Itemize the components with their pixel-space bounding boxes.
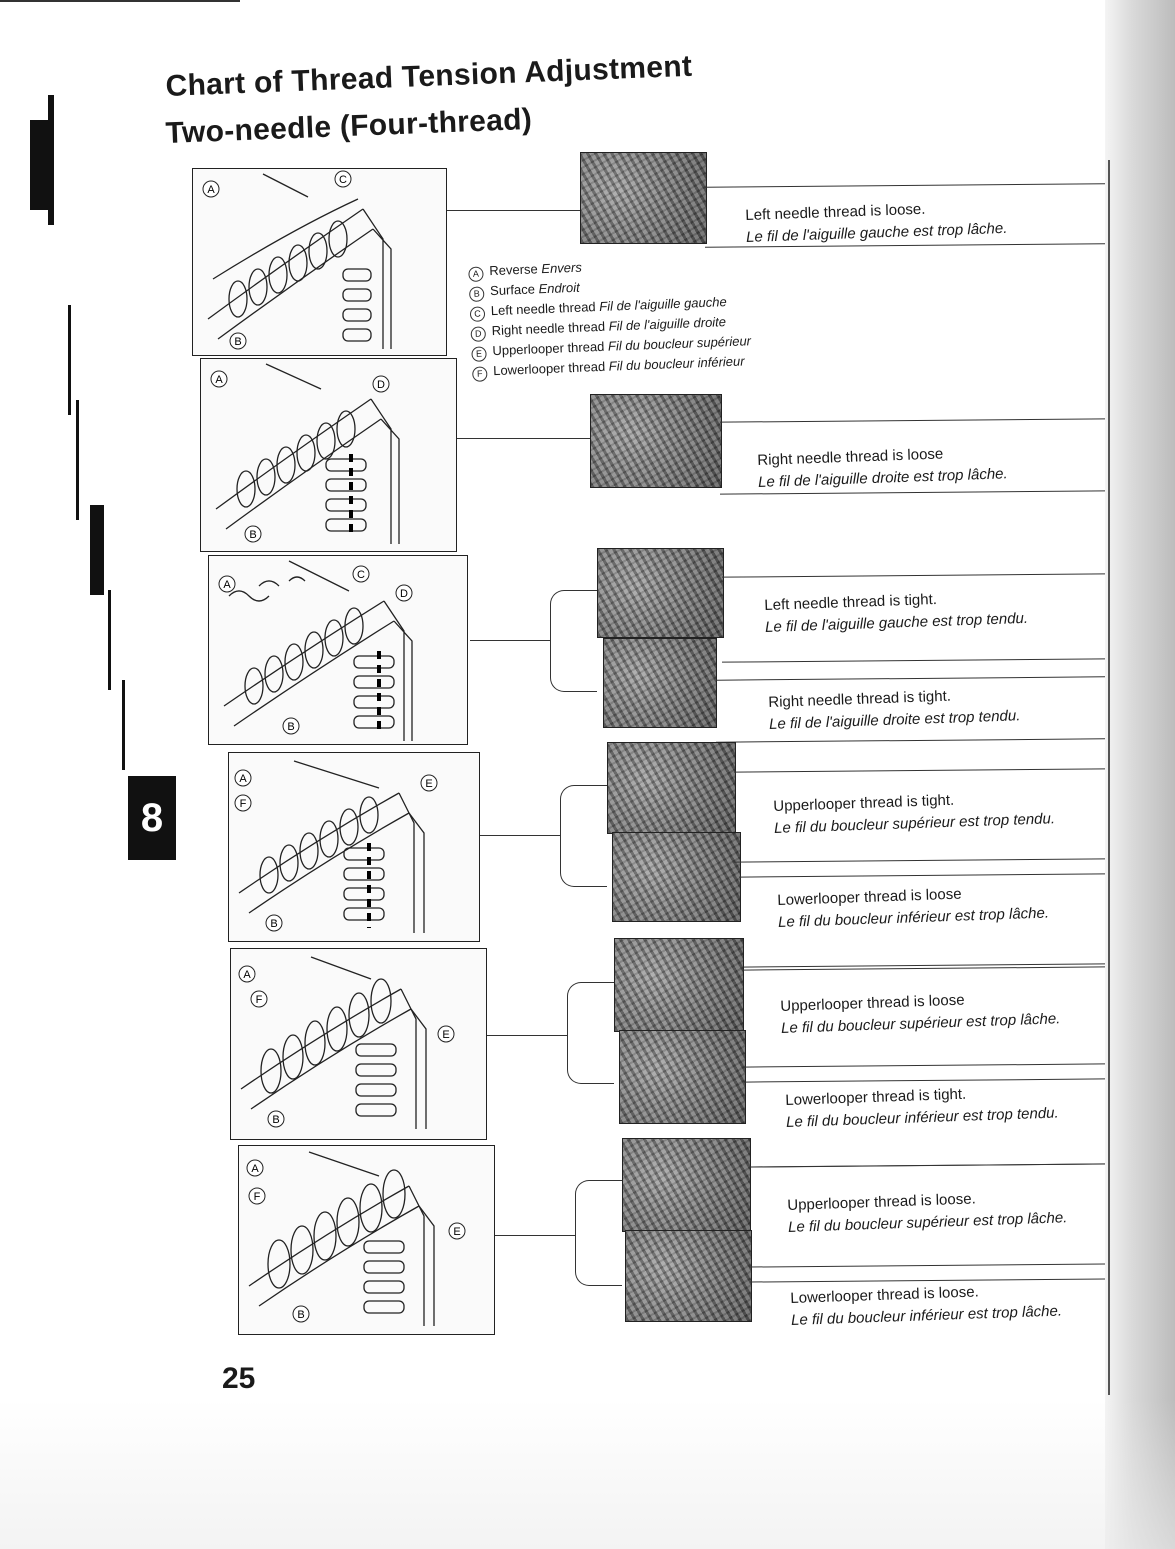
svg-text:E: E	[442, 1029, 450, 1041]
svg-text:A: A	[207, 184, 215, 196]
stitch-photo	[603, 638, 717, 728]
connector-line	[720, 418, 1105, 422]
stitch-diagram	[208, 555, 468, 745]
binding-bar	[90, 505, 104, 595]
legend-item: E Upperlooper thread Fil du boucleur supérieur	[471, 331, 751, 362]
svg-text:F: F	[255, 994, 263, 1006]
tension-caption: Upperlooper thread is loose Le fil du boucleur supérieur est trop lâche.	[780, 991, 1061, 1037]
binding-bar	[76, 400, 79, 520]
bracket	[550, 590, 597, 692]
connector-line	[705, 183, 1105, 187]
stitch-illustration	[193, 169, 446, 355]
stitch-diagram	[238, 1145, 495, 1335]
tension-caption: Lowerlooper thread is loose Le fil du boucleur inférieur est trop lâche.	[777, 885, 1050, 931]
connector-line	[716, 738, 1105, 742]
svg-text:B: B	[234, 336, 242, 348]
legend-item: C Left needle thread Fil de l'aiguille gauche	[470, 291, 750, 322]
stitch-photo	[614, 938, 744, 1032]
connector-line	[722, 658, 1105, 662]
connector-line	[716, 676, 1105, 680]
svg-text:A: A	[215, 374, 223, 386]
legend-item: F Lowerlooper thread Fil du boucleur inférieur	[472, 351, 752, 382]
svg-text:A: A	[223, 579, 231, 591]
connector-line	[749, 1163, 1105, 1167]
svg-text:A: A	[239, 773, 247, 785]
connector-line	[457, 438, 590, 439]
tension-caption: Lowerlooper thread is tight. Le fil du boucleur inférieur est trop tendu.	[785, 1085, 1059, 1131]
tension-caption: Right needle thread is loose Le fil de l'aiguille droite est trop lâche.	[757, 445, 1008, 491]
legend-mark: F	[472, 366, 488, 382]
tension-caption: Left needle thread is tight. Le fil de l'aiguille gauche est trop tendu.	[764, 590, 1029, 636]
stitch-photo	[625, 1230, 752, 1322]
bracket	[560, 785, 607, 887]
stitch-photo	[607, 742, 736, 834]
svg-text:F: F	[253, 1191, 261, 1203]
top-rule	[0, 0, 240, 2]
page-title: Chart of Thread Tension Adjustment	[165, 49, 693, 103]
svg-text:C: C	[339, 174, 347, 186]
svg-text:D: D	[400, 588, 408, 600]
connector-line	[495, 1235, 575, 1236]
binding-bar	[122, 680, 125, 770]
stitch-illustration	[229, 753, 479, 941]
svg-text:B: B	[297, 1309, 305, 1321]
binding-bar	[108, 590, 111, 690]
stitch-photo	[619, 1030, 746, 1124]
svg-text:E: E	[453, 1226, 461, 1238]
legend-mark: B	[469, 286, 485, 302]
stitch-photo	[612, 832, 741, 922]
stitch-diagram	[228, 752, 480, 942]
connector-line	[734, 768, 1105, 772]
stitch-illustration	[231, 949, 486, 1139]
tension-caption: Right needle thread is tight. Le fil de l'aiguille droite est trop tendu.	[768, 687, 1021, 733]
svg-text:C: C	[357, 569, 365, 581]
stitch-illustration	[239, 1146, 494, 1334]
legend-mark: D	[470, 326, 486, 342]
legend-mark: C	[470, 306, 486, 322]
svg-text:B: B	[287, 721, 295, 733]
svg-text:B: B	[270, 918, 278, 930]
page-number: 25	[222, 1362, 256, 1395]
tension-caption: Lowerlooper thread is loose. Le fil du boucleur inférieur est trop lâche.	[790, 1283, 1063, 1329]
svg-text:D: D	[377, 379, 385, 391]
stitch-diagram	[192, 168, 447, 356]
tension-caption: Upperlooper thread is loose. Le fil du boucleur supérieur est trop lâche.	[787, 1190, 1068, 1236]
scan-edge-shadow	[1105, 0, 1175, 1549]
page-subtitle: Two-needle (Four-thread)	[165, 102, 533, 150]
tension-caption: Upperlooper thread is tight. Le fil du boucleur supérieur est trop tendu.	[773, 791, 1056, 837]
scan-bottom-shadow	[0, 1399, 1175, 1549]
connector-line	[447, 210, 580, 211]
connector-line	[470, 640, 550, 641]
legend-mark: E	[471, 346, 487, 362]
binding-bar	[68, 305, 71, 415]
connector-line	[480, 835, 560, 836]
stitch-illustration	[201, 359, 456, 551]
legend-item: B Surface Endroit	[469, 271, 749, 302]
stitch-diagram	[230, 948, 487, 1140]
svg-text:B: B	[272, 1114, 280, 1126]
legend-mark: A	[468, 266, 484, 282]
stitch-photo	[597, 548, 724, 638]
stitch-photo	[580, 152, 707, 244]
svg-text:A: A	[243, 969, 251, 981]
legend	[468, 251, 752, 382]
connector-line	[739, 873, 1105, 877]
tension-caption: Left needle thread is loose. Le fil de l'aiguille gauche est trop lâche.	[745, 200, 1008, 246]
connector-line	[742, 1063, 1105, 1067]
bracket	[567, 982, 614, 1084]
binding-bar	[30, 120, 50, 210]
stitch-photo	[590, 394, 722, 488]
page-right-edge	[1108, 160, 1110, 1395]
stitch-diagram	[200, 358, 457, 552]
stitch-illustration	[209, 556, 467, 744]
svg-text:E: E	[425, 778, 433, 790]
connector-line	[722, 573, 1105, 577]
legend-item: A Reverse Envers	[468, 251, 748, 282]
connector-line	[487, 1035, 567, 1036]
connector-line	[749, 1263, 1105, 1267]
svg-text:B: B	[249, 529, 257, 541]
svg-text:F: F	[239, 798, 247, 810]
bracket	[575, 1180, 622, 1286]
stitch-photo	[622, 1138, 751, 1232]
connector-line	[734, 858, 1105, 862]
svg-text:A: A	[251, 1163, 259, 1175]
legend-item: D Right needle thread Fil de l'aiguille droite	[470, 311, 750, 342]
chapter-tab: 8	[128, 776, 176, 860]
